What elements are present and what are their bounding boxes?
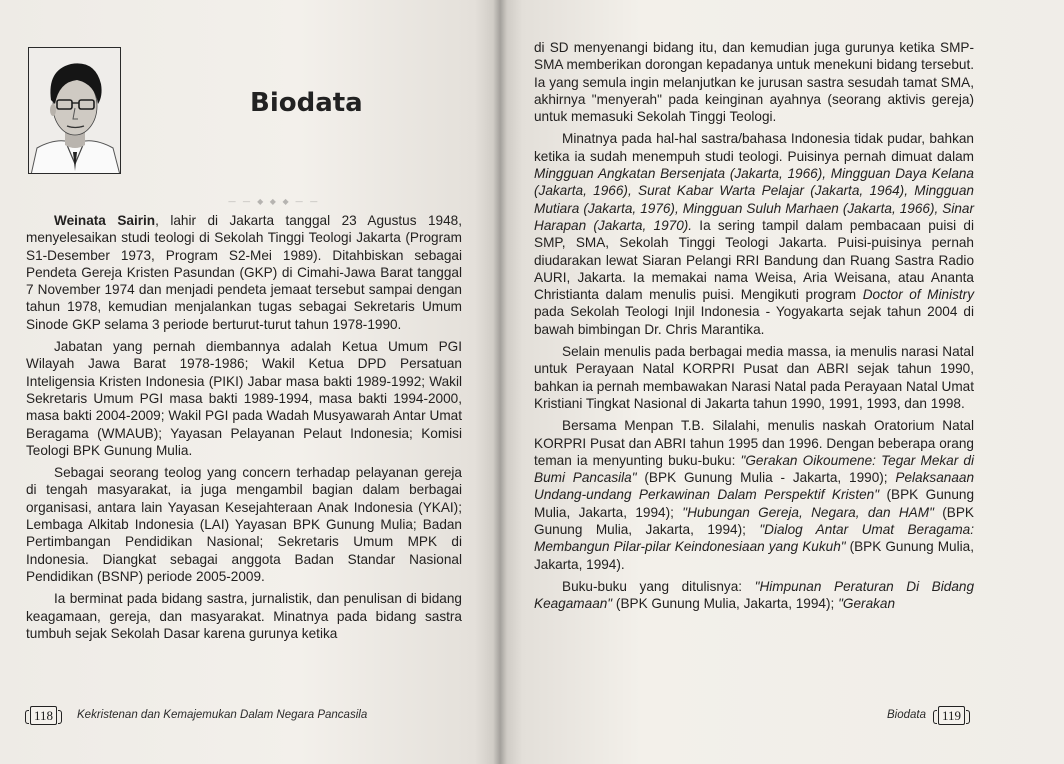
biodata-text — [26, 212, 462, 647]
biodata-text-continued — [534, 39, 974, 618]
book-gutter — [493, 0, 507, 764]
running-footer: Biodata — [887, 709, 927, 721]
paragraph: Buku-buku yang ditulisnya: "Himpunan Peraturan Di Bidang Keagamaan" (BPK Gunung Mulia, Jakarta, 1994); "Gerakan — [534, 578, 975, 612]
page-title: Biodata — [250, 88, 363, 118]
paragraph: Ia berminat pada bidang sastra, jurnalistik, dan penulisan di bidang keagamaan, gereja, dan masyarakat. Minatnya pada bidang sastra tumbuh sejak Sekolah Dasar karena gurunya ketika — [26, 591, 462, 641]
author-name: Weinata Sairin — [54, 213, 156, 228]
paragraph: Bersama Menpan T.B. Silalahi, menulis naskah Oratorium Natal KORPRI Pusat dan ABRI tahun 1995 dan 1996. Dengan beberapa orang teman ia menyunting buku-buku: "Gerakan Oikoumene: Tegar Mekar di Bumi Pancasila" (BPK Gunung Mulia - Jakarta, 1990); Pelaksanaan Undang-undang Perkawinan Dalam Perspektif Kristen" (BPK Gunung Mulia, Jakarta, 1994); "Hubungan Gereja, Negara, dan HAM" (BPK Gunung Mulia, Jakarta, 1994); "Dialog Antar Umat Beragama: Membangun Pilar-pilar Keindonesiaan yang Kukuh" (BPK Gunung Mulia, Jakarta, 1994). — [534, 418, 975, 572]
paragraph: Minatnya pada hal-hal sastra/bahasa Indonesia tidak pudar, bahkan ketika ia sudah menempuh studi teologi. Puisinya pernah dimuat dalam Mingguan Angkatan Bersenjata (Jakarta, 1966), Mingguan Daya Kelana (Jakarta, 1966), Surat Kabar Warta Pelajar (Jakarta, 1964), Mingguan Mutiara (Jakarta, 1976), Mingguan Suluh Marhaen (Jakarta, 1966), Sinar Harapan (Jakarta, 1970). Ia sering tampil dalam pembacaan puisi di SMP, SMA, Sekolah Tinggi Teologi Jakarta. Puisi-puisinya pernah diudarakan lewat Siaran Pelangi RRI Bandung dan Ruang Sastra Radio AURI, Jakarta. Ia memakai nama Weisa, Aria Weisana, atau Ananta Christianta dalam menulis puisi. Mengikuti program Doctor of Ministry pada Sekolah Teologi Injil Indonesia - Yogyakarta sejak tahun 2004 di bawah bimbingan Dr. Chris Marantika. — [534, 131, 974, 337]
paragraph: Sebagai seorang teolog yang concern terhadap pelayanan gereja di tengah masyarakat, ia juga mengambil bagian dalam berbagai organisasi, antara lain Yayasan Kesejahteraan Anak Indonesia (YKAI); Lembaga Alkitab Indonesia (LAI) Yayasan BPK Gunung Mulia; Badan Pertimbangan Pendidikan Nasional; Sekretaris Umum MPK di Indonesia. Diangkat sebagai anggota Badan Standar Nasional Pendidikan (BSNP) periode 2005-2009. — [26, 465, 462, 584]
paragraph: di SD menyenangi bidang itu, dan kemudian juga gurunya ketika SMP-SMA memberikan dorongan kepadanya untuk menekuni bidang tersebut. Ia yang semula ingin melanjutkan ke jurusan sastra sesudah tamat SMA, akhirnya "menyerah" pada keinginan ayahnya (seorang aktivis gereja) untuk memasuki Sekolah Tinggi Teologi. — [534, 40, 974, 125]
author-portrait — [28, 47, 121, 174]
paragraph: Jabatan yang pernah diembannya adalah Ketua Umum PGI Wilayah Jawa Barat 1978-1986; Wakil Ketua DPD Persatuan Inteligensia Kristen Indonesia (PIKI) Jabar masa bakti 1989-1992; Wakil Sekretaris Umum PGI masa bakti 1989-1994, masa bakti 1994-2000, masa bakti 2004-2009; Wakil PGI pada Wadah Musyawarah Antar Umat Beragama (WMAUB); Yayasan Pelayanan Pelaut Indonesia; Komisi Teologi BPK Gunung Mulia. — [26, 339, 462, 458]
left-page — [0, 0, 500, 764]
decorative-divider: — — ◆ ◆ ◆ — — — [228, 197, 320, 206]
page-number: 118 — [30, 706, 57, 725]
page-number: 119 — [938, 706, 965, 725]
paragraph: Weinata Sairin, lahir di Jakarta tanggal 23 Agustus 1948, menyelesaikan studi teologi di Sekolah Tinggi Teologi Jakarta (Program S1-Desember 1973, Program S2-Mei 1989). Ditahbiskan sebagai Pendeta Gereja Kristen Pasundan (GKP) di Cimahi-Jawa Barat tanggal 7 November 1974 dan menjadi pendeta jemaat tersebut sampai dengan tahun 1978, kemudian menjalankan tugas sebagai Sekretaris Umum Sinode GKP selama 3 periode berturut-turut tahun 1978-1990. — [26, 213, 462, 332]
running-footer: Kekristenan dan Kemajemukan Dalam Negara Pancasila — [77, 709, 368, 721]
paragraph: Selain menulis pada berbagai media massa, ia menulis narasi Natal untuk Perayaan Natal KORPRI Pusat dan ABRI sejak tahun 1990, bahkan ia pernah membawakan Narasi Natal pada Perayaan Natal Umat Kristiani Tingkat Nasional di Jakarta tahun 1990, 1991, 1993, dan 1998. — [534, 344, 974, 411]
